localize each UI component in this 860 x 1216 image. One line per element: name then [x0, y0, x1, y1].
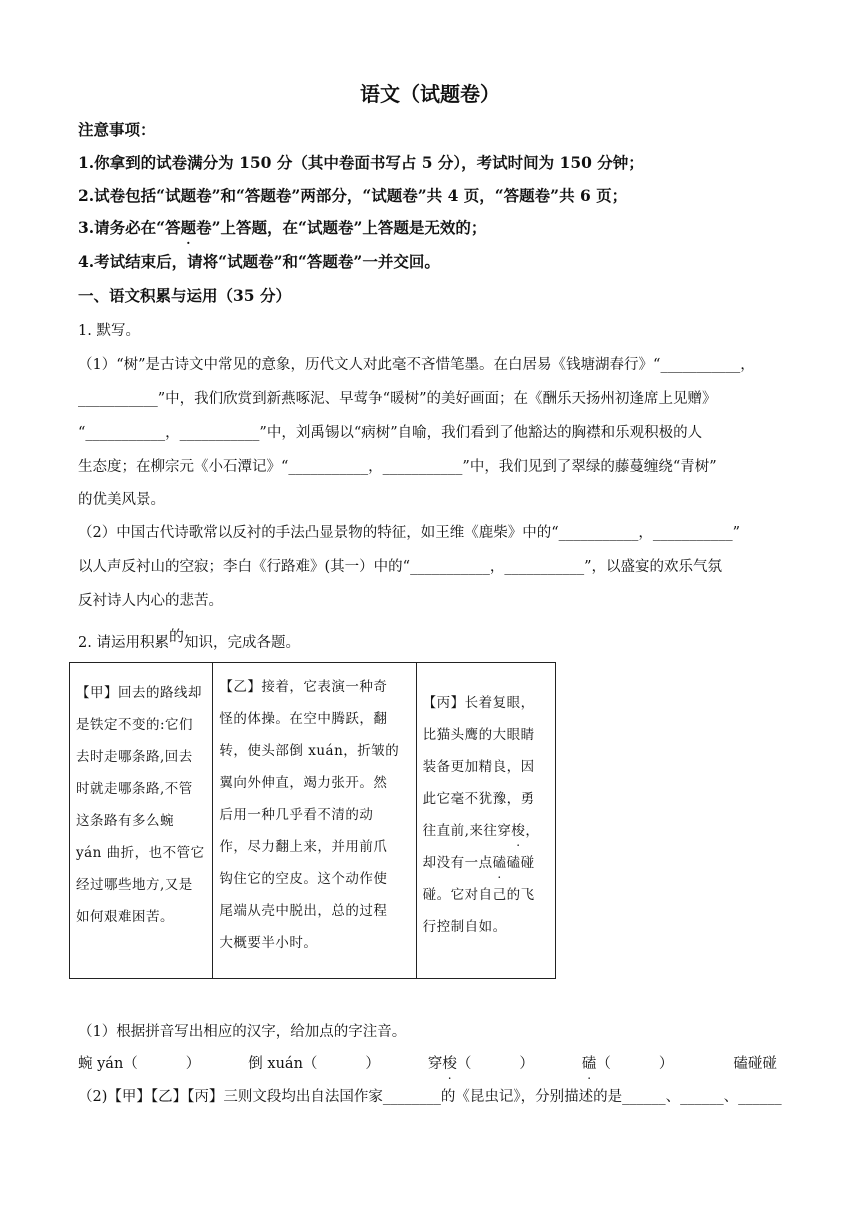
pinyin-item: （ [596, 1056, 611, 1072]
pinyin-dotted-char: 磕 [581, 1056, 597, 1072]
jia-line: 经过哪些地方,又是 [76, 877, 193, 893]
yi-line: 作，尽力翻上来，并用前爪 [219, 839, 388, 855]
pinyin-close: ） [519, 1056, 534, 1072]
bing-line: 比猫头鹰的大眼睛 [422, 727, 535, 743]
bing-line: 装备更加精良，因 [422, 759, 535, 775]
bing-dotted-char: 梭 [511, 823, 526, 839]
jia-line: 这条路有多么蜿 [76, 813, 174, 829]
section-heading: 一、语文积累与运用（35 分） [78, 286, 291, 305]
q1-p1-line-4: 生态度；在柳宗元《小石潭记》“___________，___________”中，我们见到了翠绿的藤蔓缠绕“青树” [78, 459, 717, 475]
bing-dotted-char: 磕 [492, 855, 507, 871]
jia-line: 【甲】回去的路线却 [76, 685, 202, 701]
pinyin-close: ） [365, 1056, 380, 1072]
bing-line: 碰。它对自己的飞 [422, 887, 535, 903]
pinyin-item: 穿 [427, 1056, 443, 1072]
jia-line: 时就走哪条路,不管 [76, 781, 193, 797]
passage-yi [213, 663, 416, 978]
bing-text: ， [525, 823, 540, 839]
bing-line: 行控制自如。 [422, 919, 507, 935]
notice-item-1: 1.你拿到的试卷满分为 150 分（其中卷面书写占 5 分），考试时间为 150 分钟； [78, 153, 644, 172]
q1-p1-line-3: “___________，___________”中，刘禹锡以“病树”自喻，我们看到了他豁达的胸襟和乐观积极的人 [78, 425, 703, 441]
jia-line: 如何艰难困苦。 [76, 909, 174, 925]
jia-line: 是铁定不变的:它们 [76, 717, 194, 733]
q1-p1-line-1: （1）“树”是古诗文中常见的意象，历代文人对此毫不吝惜笔墨。在白居易《钱塘湖春行》“___________， [78, 357, 755, 373]
q1-p2-line-2: 以人声反衬山的空寂；李白《行路难》(其一）中的“___________，___________”，以盛宴的欢乐气氛 [78, 559, 722, 575]
q1-p1-line-5: 的优美风景。 [78, 492, 165, 508]
passage-bing [417, 663, 555, 978]
q1-p2-line-1: （2）中国古代诗歌常以反衬的手法凸显景物的特征，如王维《鹿柴》中的“___________，___________” [78, 525, 741, 541]
bing-line [423, 815, 549, 847]
yi-line: 钩住它的空皮。这个动作使 [219, 871, 388, 887]
bing-line: 此它毫不犹豫，勇 [422, 791, 535, 807]
jia-line: yán 曲折，也不管它 [76, 845, 205, 861]
notice-heading: 注意事项： [78, 120, 156, 139]
bing-text: 磕碰 [506, 855, 535, 871]
q1-stem: 1. 默写。 [78, 323, 140, 339]
pinyin-row [78, 1054, 777, 1074]
yi-line: 翼向外伸直，竭力张开。然 [219, 775, 388, 791]
q2-stem-sup: 的 [168, 627, 184, 645]
bing-line: 【丙】长着复眼， [422, 695, 535, 711]
yi-line: 尾端从壳中脱出，总的过程 [219, 903, 388, 919]
bing-text: 却没有一点 [422, 855, 493, 871]
pinyin-close: ） [658, 1056, 674, 1072]
yi-line: 转，使头部倒 xuán，折皱的 [219, 743, 400, 759]
pinyin-item: （ [456, 1056, 472, 1072]
notice-item-2: 2.试卷包括“试题卷”和“答题卷”两部分，“试题卷”共 4 页，“答题卷”共 6 页； [78, 186, 628, 205]
q2-stem-a: 2. 请运用积累 [78, 635, 169, 651]
yi-line: 怪的体操。在空中腾跃，翻 [219, 711, 388, 727]
bing-line [423, 847, 549, 879]
passage-table [69, 662, 556, 979]
q2-stem [78, 627, 300, 653]
notice-item-3-b: ”上答题，在“试题卷”上答题是无效的； [211, 218, 487, 237]
notice-item-3-a: 3.请务必在“ [78, 218, 166, 237]
q2-sub1: （1）根据拼音写出相应的汉字，给加点的字注音。 [78, 1024, 407, 1040]
q1-p1-line-2: ___________”中，我们欣赏到新燕啄泥、早莺争“暖树”的美好画面；在《酬乐天扬州初逢席上见赠》 [78, 391, 717, 407]
q2-stem-b: 知识，完成各题。 [183, 635, 300, 651]
notice-item-3-dotted: 答题卷 [165, 218, 212, 237]
q1-p2-line-3: 反衬诗人内心的悲苦。 [78, 593, 223, 609]
jia-line: 去时走哪条路,回去 [76, 749, 193, 765]
notice-item-3 [78, 218, 486, 238]
yi-line: 后用一种几乎看不清的动 [219, 807, 374, 823]
q2-sub2: （2)【甲】【乙】【丙】三则文段均出自法国作家________的《昆虫记》，分别描述的是______、______、______ [78, 1089, 782, 1105]
yi-line: 大概要半小时。 [219, 935, 318, 951]
bing-text: 往直前,来往穿 [422, 823, 512, 839]
pinyin-dotted-char: 梭 [442, 1056, 457, 1072]
pinyin-item: 磕碰碰 [733, 1056, 777, 1072]
notice-item-4: 4.考试结束后，请将“试题卷”和“答题卷”一并交回。 [78, 252, 440, 271]
page-title: 语文（试题卷） [360, 82, 500, 106]
passage-jia [70, 663, 213, 978]
pinyin-item: 倒 xuán（ [248, 1056, 318, 1072]
pinyin-close: ） [185, 1056, 201, 1072]
yi-line: 【乙】接着，它表演一种奇 [219, 679, 388, 695]
pinyin-item: 蜿 yán（ [78, 1056, 138, 1072]
